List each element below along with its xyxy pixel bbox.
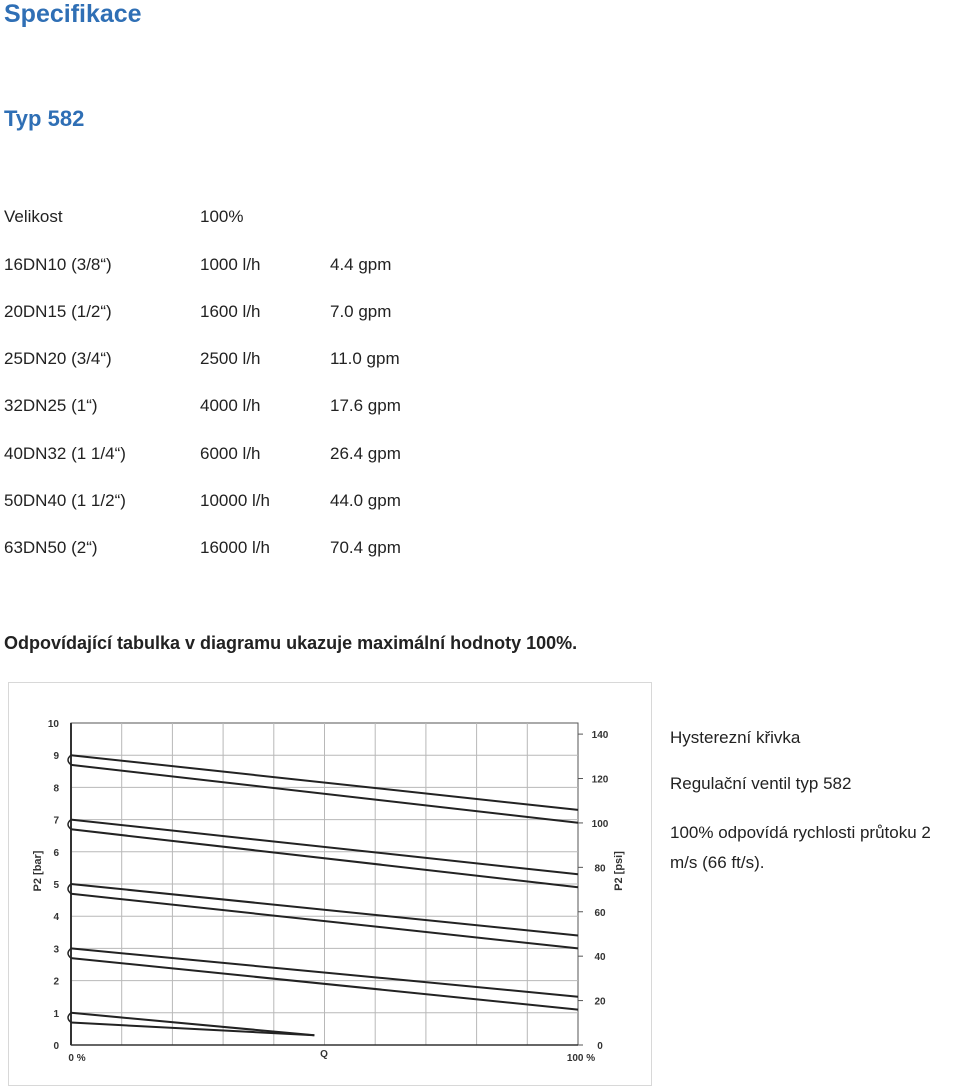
- left-axis-label: P2 [bar]: [32, 850, 44, 892]
- header-percent: 100%: [200, 207, 244, 226]
- x-label-start: 0 %: [68, 1053, 86, 1064]
- cell-gpm: 70.4 gpm: [330, 538, 401, 557]
- right-tick-label: 20: [594, 996, 606, 1008]
- cell-gpm: 7.0 gpm: [330, 302, 392, 321]
- right-tick-label: 0: [597, 1041, 603, 1052]
- cell-gpm: 17.6 gpm: [330, 396, 401, 415]
- right-axis-label: P2 [psi]: [613, 851, 625, 891]
- cell-size: 40DN32 (1 1/4“): [4, 444, 126, 463]
- side-caption-title: Hysterezní křivka: [670, 728, 801, 747]
- cell-flow: 16000 l/h: [200, 538, 270, 557]
- cell-gpm: 4.4 gpm: [330, 255, 392, 274]
- right-tick-label: 60: [594, 907, 606, 919]
- hysteresis-chart: [8, 682, 652, 1086]
- chart-grid: [71, 723, 578, 1045]
- x-label-middle: Q: [320, 1049, 328, 1060]
- side-caption-flow: 100% odpovídá rychlosti průtoku 2 m/s (66 ft/s).: [670, 823, 931, 872]
- left-tick-label: 3: [53, 944, 59, 956]
- cell-flow: 10000 l/h: [200, 491, 270, 510]
- left-tick-label: 2: [53, 976, 59, 988]
- cell-gpm: 44.0 gpm: [330, 491, 401, 510]
- right-tick-label: 80: [594, 863, 606, 875]
- left-tick-label: 4: [53, 912, 59, 924]
- section-title: Typ 582: [4, 106, 85, 131]
- cell-size: 50DN40 (1 1/2“): [4, 491, 126, 510]
- side-caption-valve: Regulační ventil typ 582: [670, 774, 852, 793]
- x-label-end: 100 %: [566, 1053, 596, 1064]
- right-tick-label: 40: [594, 952, 606, 964]
- cell-size: 32DN25 (1“): [4, 396, 98, 415]
- left-tick-label: 1: [53, 1008, 59, 1020]
- cell-size: 25DN20 (3/4“): [4, 349, 112, 368]
- diagram-note: Odpovídající tabulka v diagramu ukazuje maximální hodnoty 100%.: [4, 633, 578, 653]
- right-tick-label: 120: [591, 774, 609, 786]
- cell-gpm: 26.4 gpm: [330, 444, 401, 463]
- header-size: Velikost: [4, 207, 63, 226]
- page-title: Specifikace: [4, 0, 142, 28]
- left-tick-label: 7: [53, 815, 59, 827]
- cell-size: 63DN50 (2“): [4, 538, 98, 557]
- cell-gpm: 11.0 gpm: [330, 349, 400, 368]
- cell-size: 16DN10 (3/8“): [4, 255, 112, 274]
- left-tick-label: 10: [47, 719, 59, 730]
- left-tick-label: 5: [53, 880, 59, 891]
- left-tick-label: 8: [53, 783, 59, 795]
- chart-svg: [9, 683, 651, 1085]
- left-tick-label: 9: [53, 751, 59, 763]
- left-tick-label: 6: [53, 847, 59, 859]
- cell-flow: 1600 l/h: [200, 302, 261, 321]
- cell-flow: 2500 l/h: [200, 349, 261, 368]
- left-tick-label: 0: [53, 1041, 59, 1052]
- cell-size: 20DN15 (1/2“): [4, 302, 112, 321]
- cell-flow: 1000 l/h: [200, 255, 261, 274]
- right-tick-label: 100: [591, 818, 609, 830]
- right-tick-label: 140: [591, 730, 609, 742]
- cell-flow: 4000 l/h: [200, 396, 261, 415]
- cell-flow: 6000 l/h: [200, 444, 261, 463]
